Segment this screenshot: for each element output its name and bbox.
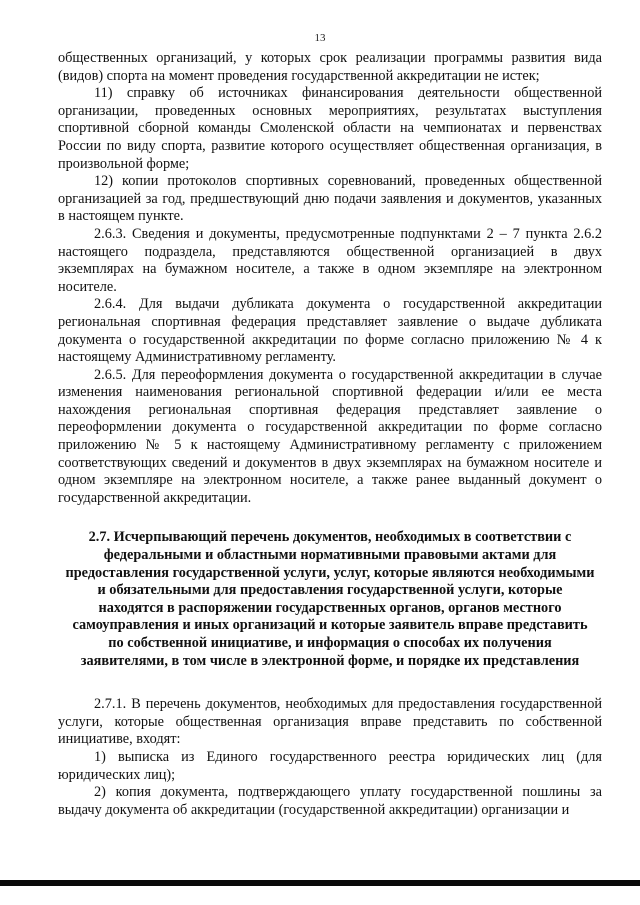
- clause-2-6-5: 2.6.5. Для переоформления документа о государственной аккредитации в случае изменения наименования региональной спортивной федерации и/или ее места нахождения региональная спортивная федерация представляет заявление о переоформлении документа о государственной аккредитации по форме согласно приложению № 5 к настоящему Административному регламенту с приложением соответствующих сведений и документов в двух экземплярах на бумажном носителе и одном экземпляре на электронном носителе, а также ранее выданный документ о государственной аккредитации.: [58, 366, 602, 506]
- paragraph-continuation: общественных организаций, у которых срок реализации программы развития вида (видов) спорта на момент проведения государственной аккредитации не истек;: [58, 50, 602, 84]
- clause-2-6-4: 2.6.4. Для выдачи дубликата документа о государственной аккредитации региональная спортивная федерация представляет заявление о выдаче дубликата документа о государственной аккредитации по форме согласно приложению № 4 к настоящему Административному регламенту.: [58, 296, 602, 366]
- clause-2-6-3: 2.6.3. Сведения и документы, предусмотренные подпунктами 2 – 7 пункта 2.6.2 настоящего подраздела, представляются общественной организацией в двух экземплярах на бумажном носителе, а также в одном экземпляре на электронном носителе.: [58, 225, 602, 295]
- list-item-12: 12) копии протоколов спортивных соревнований, проведенных общественной организацией за год, предшествующий дню подачи заявления и документов, указанных в настоящем пункте.: [58, 173, 602, 225]
- bottom-scan-border: [0, 880, 640, 886]
- list-item-2: 2) копия документа, подтверждающего уплату государственной пошлины за выдачу документа об аккредитации (государственной аккредитации) организации и: [58, 784, 602, 818]
- section-heading-2-7: 2.7. Исчерпывающий перечень документов, необходимых в соответствии с федеральными и областными нормативными правовыми актами для предоставления государственной услуги, услуг, которые являются необходимыми и обязательными для предоставления государственной услуги, которые находятся в распоряжении государственных органов, органов местного самоуправления и иных организаций и которые заявитель вправе представить по собственной инициативе, и информация о способах их получения заявителями, в том числе в электронной форме, и порядке их представления: [65, 529, 595, 669]
- clause-2-7-1: 2.7.1. В перечень документов, необходимых для предоставления государственной услуги, которые общественная организация вправе представить по собственной инициативе, входят:: [58, 696, 602, 748]
- page-number: 13: [314, 32, 326, 44]
- document-body: [58, 50, 602, 819]
- list-item-11: 11) справку об источниках финансирования деятельности общественной организации, проведенных основных мероприятиях, результатах выступления спортивной сборной команды Смоленской области на чемпионатах и первенствах России по виду спорта, развитие которого осуществляет общественная организация, в произвольной форме;: [58, 85, 602, 172]
- list-item-1: 1) выписка из Единого государственного реестра юридических лиц (для юридических лиц);: [58, 748, 602, 783]
